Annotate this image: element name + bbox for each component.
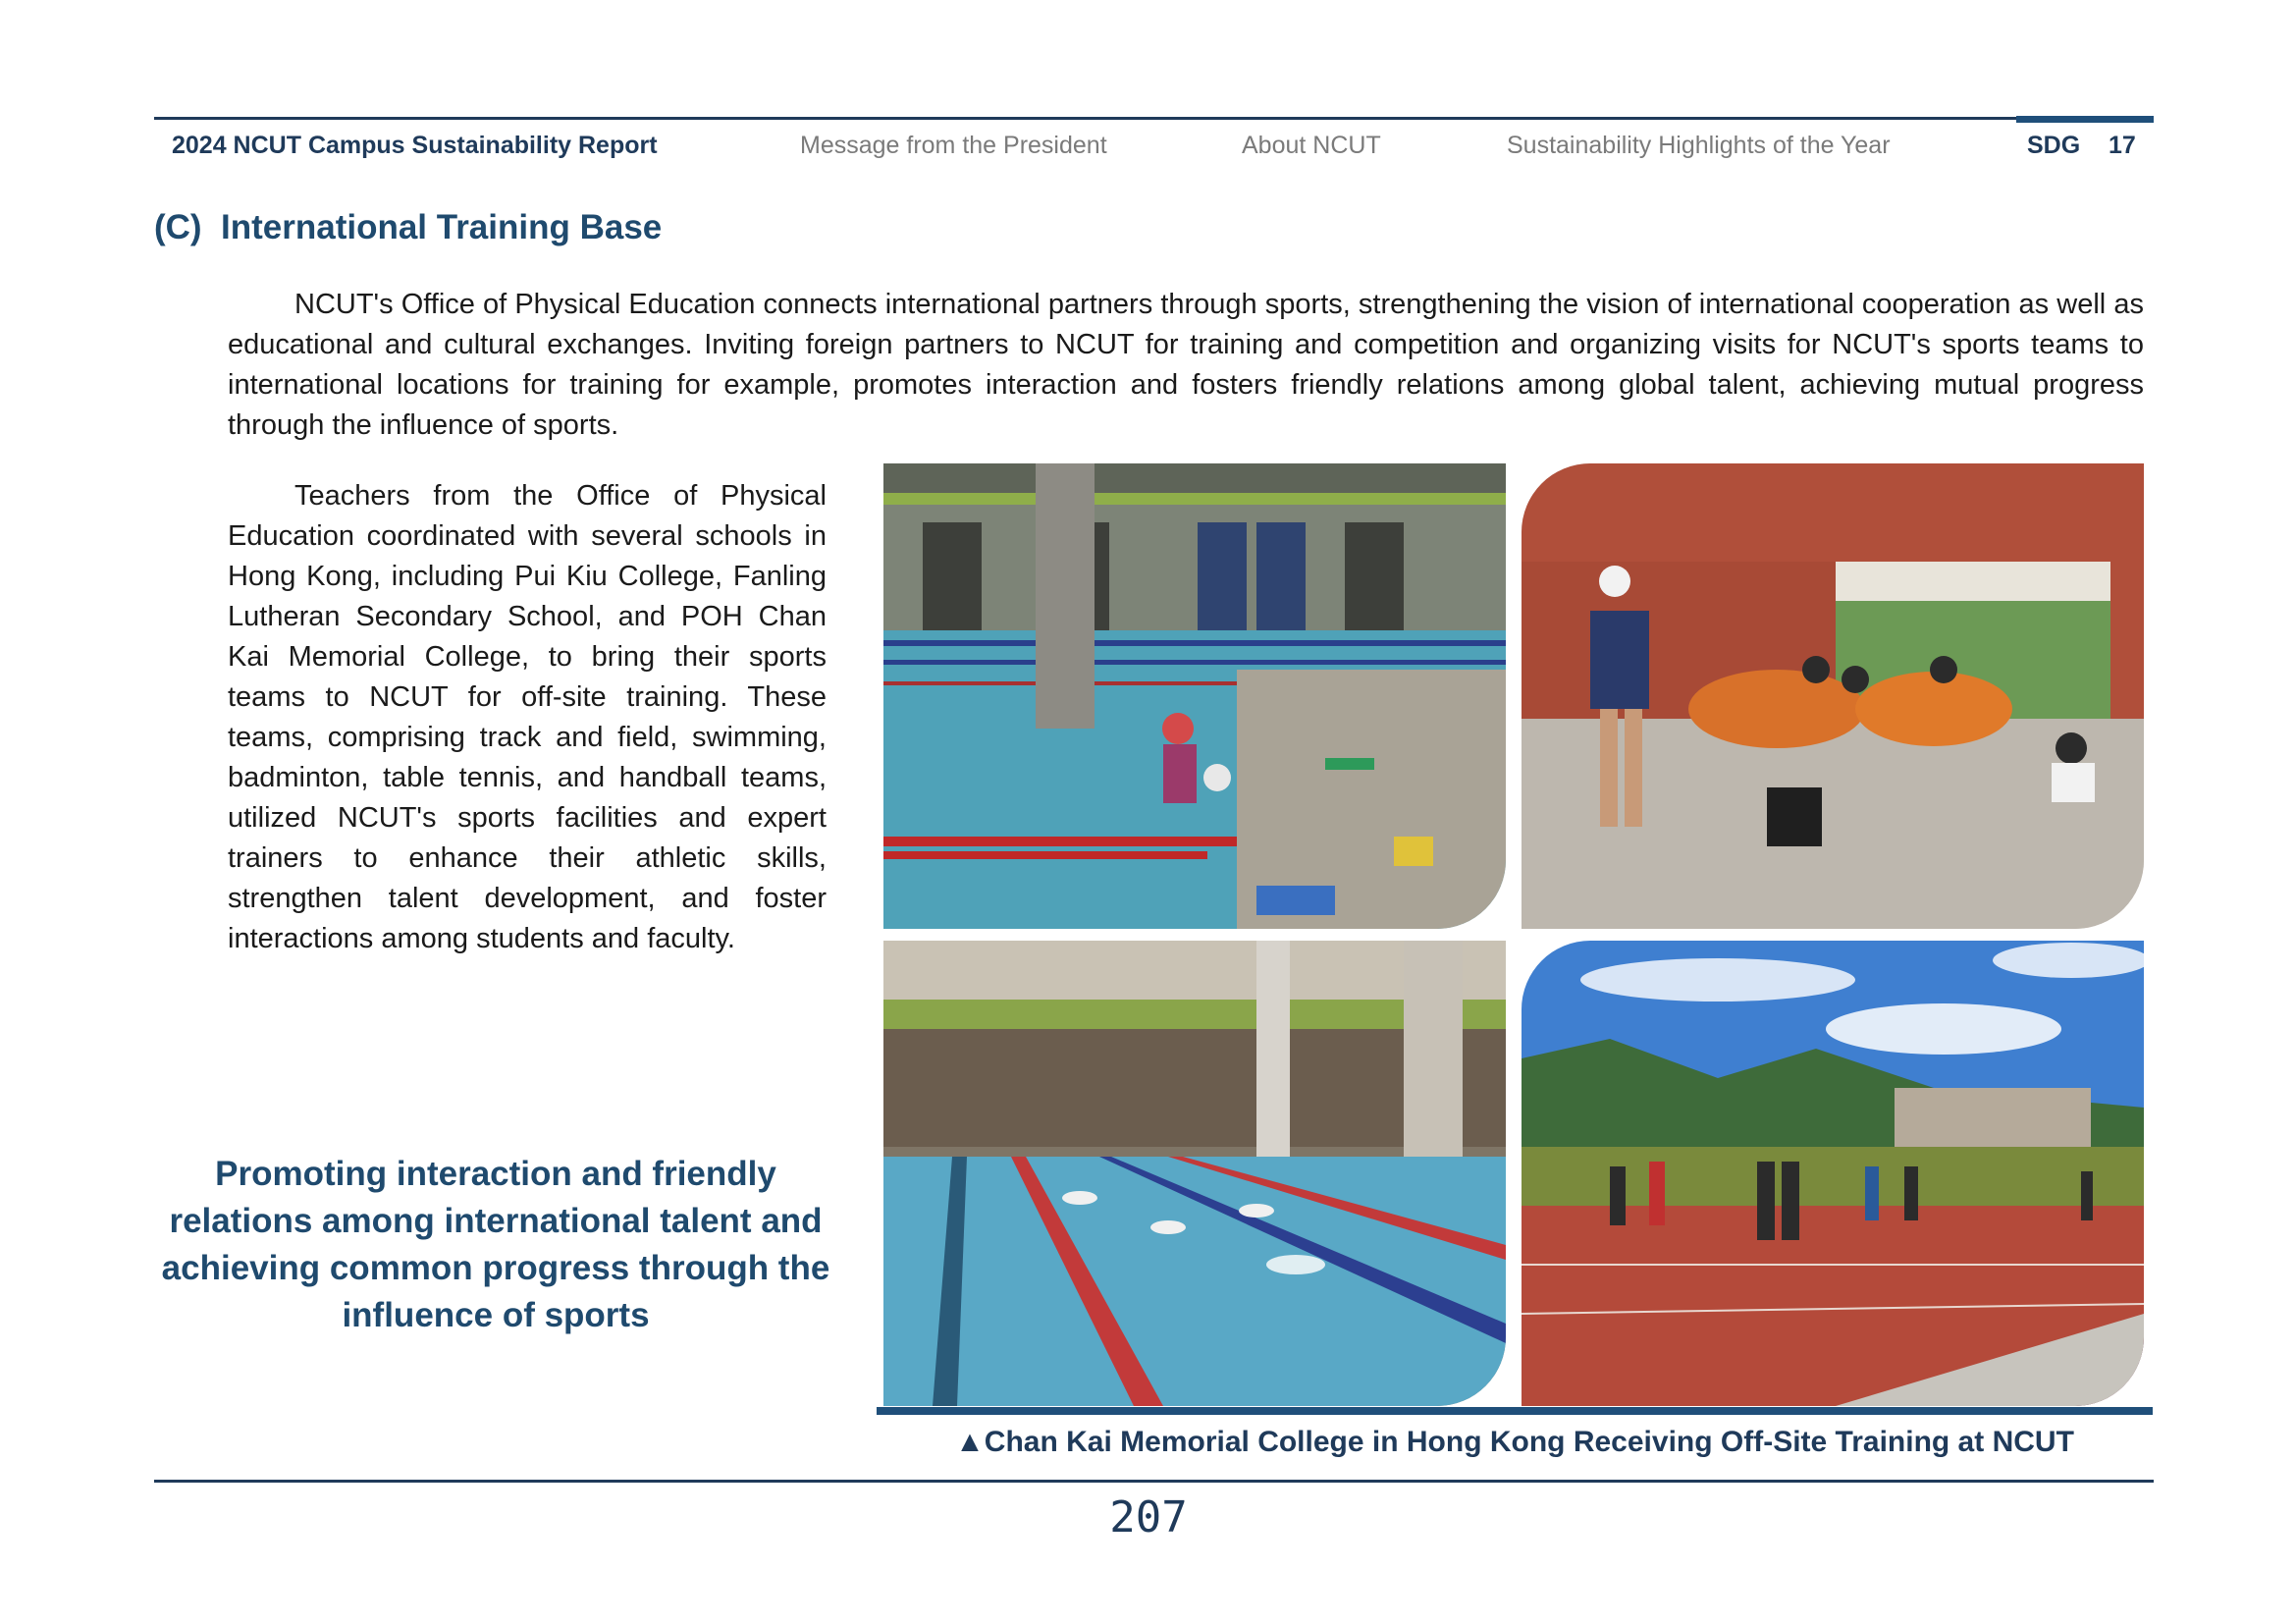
section-label: (C): [154, 208, 202, 246]
page-number: 207: [1109, 1492, 1188, 1543]
nav-sustainability-highlights[interactable]: Sustainability Highlights of the Year: [1507, 132, 1891, 159]
header-rule: [154, 117, 2154, 120]
coach-briefing-photo: [1522, 463, 2144, 929]
header-accent-bar: [2016, 116, 2154, 123]
photo-caption: ▲Chan Kai Memorial College in Hong Kong Receiving Off-Site Training at NCUT: [955, 1426, 2074, 1458]
report-title: 2024 NCUT Campus Sustainability Report: [172, 132, 658, 159]
pool-instruction-photo: [883, 463, 1506, 929]
intro-paragraph: NCUT's Office of Physical Education connects international partners through sports, strengthening the vision of international cooperation as well as educational and cultural exchanges. Inviting foreign partners to NCUT for training and competition and organizing visits for NCUT's sports teams to international locations for training for example, promotes interaction and fosters friendly relations among global talent, achieving mutual progress through the influence of sports.: [228, 289, 2144, 441]
footer-rule: [154, 1480, 2154, 1483]
sdg-number[interactable]: 17: [2109, 132, 2136, 159]
section-heading: [154, 208, 662, 247]
nav-message-president[interactable]: Message from the President: [800, 132, 1107, 159]
highlight-quote: Promoting interaction and friendly relations among international talent and achieving common progress through the influence of sports: [161, 1155, 830, 1334]
section-title: International Training Base: [221, 208, 663, 246]
track-field-photo: [1522, 941, 2144, 1406]
sdg-label[interactable]: SDG: [2027, 132, 2081, 159]
nav-about-ncut[interactable]: About NCUT: [1242, 132, 1381, 159]
teachers-paragraph: Teachers from the Office of Physical Education coordinated with several schools in Hong Kong, including Pui Kiu College, Fanling Lutheran Secondary School, and POH Chan Kai Memorial College, to bring their sports teams to NCUT for off-site training. These teams, comprising track and field, swimming, badminton, table tennis, and handball teams, utilized NCUT's sports facilities and expert trainers to enhance their athletic skills, strengthen talent development, and foster interactions among students and faculty.: [228, 480, 827, 954]
caption-rule: [877, 1407, 2153, 1415]
pool-lanes-photo: [883, 941, 1506, 1406]
